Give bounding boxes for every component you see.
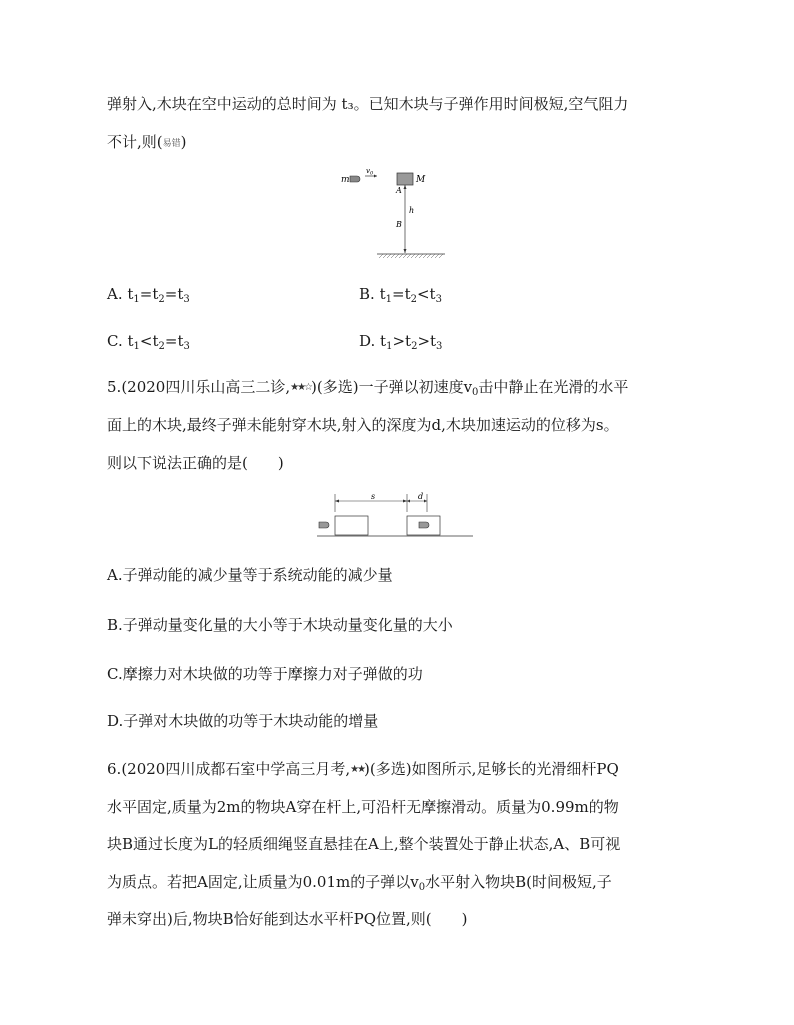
velocity-subscript: 0 [369,170,374,177]
q5-option-b[interactable] [107,615,453,635]
q6-line-5-text: 弹未穿出)后,物块B恰好能到达水平杆PQ位置,则( ) [107,910,468,928]
s-arrow-right [403,500,407,503]
q5-line-2 [107,415,619,435]
d-label: d [418,492,424,501]
figure-bullet-penetration [315,492,480,544]
q6-line-3-text: 块B通过长度为L的轻质细绳竖直悬挂在A上,整个装置处于静止状态,A、B可视 [107,835,621,853]
option-a-t2: t [152,285,159,303]
intro-line-2 [107,132,187,154]
option-d-t2: t [405,332,412,350]
q5-line-2-text: 面上的木块,最终子弹未能射穿木块,射入的深度为d,木块加速运动的位移为s。 [107,416,619,434]
q5-source: (2020四川乐山高三二诊, [121,378,291,396]
q5-line-1-end: 击中静止在光滑的水平 [478,378,629,396]
error-prone-tag: 易错 [162,139,181,149]
q6-source: (2020四川成都石室中学高三月考, [121,760,351,778]
q5-line-1 [107,377,628,398]
q5-option-c-text: C.摩擦力对木块做的功等于摩擦力对子弹做的功 [107,665,423,683]
block-initial [335,516,368,535]
q5-option-d[interactable] [107,711,378,731]
q6-line-4-text: 为质点。若把A固定,让质量为0.01m的子弹以v [107,873,419,891]
height-arrowhead-top [404,185,407,189]
q6-v-subscript: 0 [418,882,426,893]
option-b-t3: t [429,285,436,303]
figure-bullet-block-drop [335,165,465,265]
option-d-sub3: 3 [436,341,443,352]
option-b-t1: t [379,285,386,303]
option-d[interactable] [359,331,442,351]
q5-number: 5. [107,378,122,396]
q6-number: 6. [107,760,122,778]
q5-line-3-text: 则以下说法正确的是( ) [107,454,284,472]
q5-option-c[interactable] [107,664,423,684]
q6-line-4 [107,872,612,892]
option-c-t1: t [127,332,134,350]
bullet-initial [319,522,329,528]
option-d-t1: t [380,332,387,350]
option-b-op2: < [416,285,430,303]
point-b-label: B [396,220,402,229]
q5-difficulty-stars: ★★☆ [290,382,312,393]
option-c-letter: C. [107,332,123,350]
option-c-sub2: 2 [158,341,165,352]
option-d-letter: D. [359,332,376,350]
option-a-op1: = [139,285,153,303]
option-d-op2: > [417,332,431,350]
q6-difficulty-stars: ★★ [350,764,365,775]
option-b-sub1: 1 [385,294,392,305]
option-b-op1: = [391,285,405,303]
intro-line-2-close: ) [180,133,187,151]
height-arrowhead-bottom [404,249,407,253]
q5-line-1-text: )(多选)一子弹以初速度v [311,378,473,396]
q5-v-subscript: 0 [472,387,479,398]
option-c-op2: = [164,332,178,350]
d-arrow-left [407,500,410,503]
bullet-embedded [419,522,429,528]
option-d-sub1: 1 [386,341,393,352]
option-c-sub1: 1 [133,341,140,352]
option-c-t2: t [152,332,159,350]
option-c-sub3: 3 [183,341,190,352]
s-arrow-left [335,500,339,503]
option-a-t1: t [127,285,134,303]
q6-line-2-text: 水平固定,质量为2m的物块A穿在杆上,可沿杆无摩擦滑动。质量为0.99m的物 [107,798,619,816]
option-b-sub3: 3 [435,294,442,305]
option-d-t3: t [430,332,437,350]
height-label: h [409,206,415,215]
option-d-op1: > [392,332,406,350]
intro-line-1 [107,94,628,114]
option-b-t2: t [404,285,411,303]
option-c-op1: < [139,332,153,350]
d-arrow-right [424,500,427,503]
q6-line-2 [107,797,619,817]
option-a-sub2: 2 [158,294,165,305]
option-a-t3: t [177,285,184,303]
option-a[interactable] [107,284,190,304]
option-a-letter: A. [107,285,123,303]
intro-line-1-text: 弹射入,木块在空中运动的总时间为 t₃。已知木块与子弹作用时间极短,空气阻力 [107,95,629,113]
option-a-sub1: 1 [133,294,140,305]
q5-option-a-text: A.子弹动能的减少量等于系统动能的减少量 [107,566,393,584]
q5-option-a[interactable] [107,565,393,585]
option-d-sub2: 2 [411,341,418,352]
option-a-sub3: 3 [183,294,190,305]
bullet-mass-label: m [341,175,350,185]
option-c-t3: t [177,332,184,350]
velocity-symbol: v [366,167,370,175]
q6-line-5 [107,909,468,929]
q5-line-3 [107,453,284,473]
q6-line-3 [107,834,620,854]
intro-line-2-text: 不计,则( [107,133,163,151]
option-b[interactable] [359,284,442,304]
point-a-label: A [396,186,402,195]
option-c[interactable] [107,331,190,351]
option-b-sub2: 2 [410,294,417,305]
q6-line-1-text: )(多选)如图所示,足够长的光滑细杆PQ [364,760,619,778]
q5-option-d-text: D.子弹对木块做的功等于木块动能的增量 [107,712,379,730]
option-b-letter: B. [359,285,375,303]
velocity-label [366,167,374,177]
option-a-op2: = [164,285,178,303]
bullet-shape [350,176,360,182]
q6-line-1 [107,759,619,780]
q5-option-b-text: B.子弹动量变化量的大小等于木块动量变化量的大小 [107,616,453,634]
ground-hatch [379,254,443,258]
block-mass-label: M [416,175,426,185]
velocity-arrowhead [374,175,377,178]
q6-line-4-end: 水平射入物块B(时间极短,子 [425,873,612,891]
block-M [397,173,413,185]
s-label: s [371,492,376,501]
